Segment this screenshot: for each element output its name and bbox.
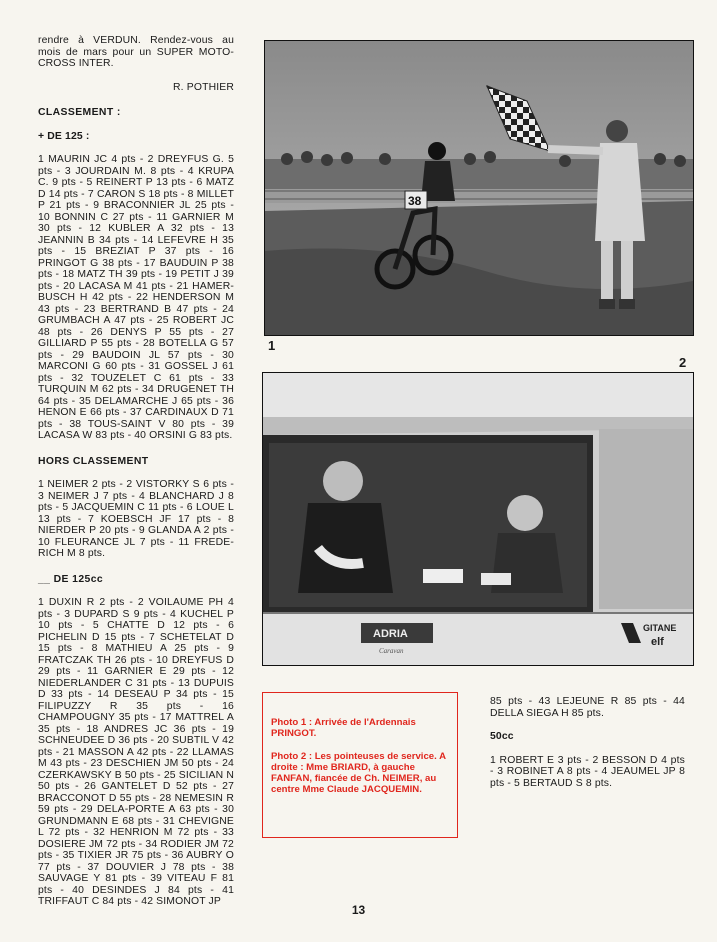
sign-elf: elf [651,636,664,648]
de-125cc-label: __ DE 125cc [38,573,104,585]
classement-heading: CLASSEMENT : [38,107,121,118]
hors-classement-results: 1 NEIMER 2 pts - 2 VISTORKY S 6 pts - 3 NEIMER J 7 pts - 4 BLANCHARD J 8 pts - 5 JACQUEMIN C 11 pts - 6 LOUE L 13 pts - 7 KOEBSCH JF 17 pts - 8 NIERDER P 20 pts - 9 GLANDA A 2 pts - 10 FLEURANCE JL 7 pts - 11 FREDE-RICH M 8 pts. [38,479,234,559]
cc50-results: 1 ROBERT E 3 pts - 2 BESSON D 4 pts - 3 ROBINET A 8 pts - 4 JEAUMEL JP 8 pts - 5 BERTAUD S 8 pts. [490,754,685,789]
plus-125-results: 1 MAURIN JC 4 pts - 2 DREYFUS G. 5 pts - 3 JOURDAIN M. 8 pts - 4 KRUPA C. 9 pts - 5 REINERT P 13 pts - 6 MATZ D 14 pts - 7 CARON S 18 pts - 8 MILLET P 21 pts - 9 BRACONNIER JL 25 pts - 10 BONNIN C 27 pts - 11 GARNIER M 30 pts - 12 KUBLER A 32 pts - 13 JEANNIN B 34 pts - 14 LEFEVRE H 35 pts - 15 BREZIAT P 37 pts - 16 PRINGOT G 38 pts - 17 BAUDUIN P 38 pts - 18 MATZ TH 39 pts - 19 PETIT J 39 pts - 20 LACASA M 41 pts - 21 HAMER-BUSCH H 42 pts - 22 HENDERSON M 43 pts - 23 BERTRAND B 47 pts - 24 GRUMBACH A 47 pts - 25 ROBERT JC 48 pts - 26 DENYS P 55 pts - 27 GILLIARD P 55 pts - 28 BOTELLA G 57 pts - 29 BAUDOIN JL 57 pts - 30 MARCONI G 60 pts - 31 GOSSEL J 61 pts - 32 TOUZELET C 61 pts - 33 TURQUIN M 62 pts - 34 DRUGENET TH 64 pts - 35 DELAMARCHE J 65 pts - 36 HENON E 66 pts - 37 CARDINAUX D 71 pts - 38 TOUS-SAINT V 80 pts - 39 LACASA W 83 pts - 40 ORSINI G 83 pts. [38,154,234,441]
photo-2 [262,372,694,666]
left-column [38,35,234,912]
caption-box [262,692,458,838]
plus-125-label: + DE 125 : [38,130,90,142]
photo-1 [264,40,694,336]
article-intro: rendre à VERDUN. Rendez-vous au mois de mars pour un SUPER MOTO-CROSS INTER. [38,35,234,69]
article-signature: R. POTHIER [173,81,234,93]
hors-classement-heading: HORS CLASSEMENT [38,455,149,467]
de-125cc-continuation: 85 pts - 43 LEJEUNE R 85 pts - 44 DELLA SIEGA H 85 pts. [490,696,685,719]
bike-number: 38 [408,194,422,208]
right-column [490,696,685,793]
caption-photo-2: Photo 2 : Les pointeuses de service. A droite : Mme BRIARD, à gauche FANFAN, fiancée de Ch. NEIMER, au centre Mme Claude JACQUEMIN. [271,751,446,795]
caption-photo-1: Photo 1 : Arrivée de l'Ardennais PRINGOT. [271,717,416,739]
photo-2-number: 2 [679,355,687,370]
de-125cc-results: 1 DUXIN R 2 pts - 2 VOILAUME PH 4 pts - 3 DUPARD S 9 pts - 4 KUCHEL P 10 pts - 5 CHATTE D 12 pts - 6 PICHELIN D 15 pts - 7 SCHETELAT D 15 pts - 8 MATHIEU A 25 pts - 9 FRATCZAK TH 26 pts - 10 DREYFUS D 29 pts - 11 GARNIER E 29 pts - 12 NIEDERLANDER C 31 pts - 13 DUPUIS D 33 pts - 14 DESEAU P 34 pts - 15 FILIPUZZY R 35 pts - 16 CHAMPOUGNY 35 pts - 17 MATTREL A 35 pts - 18 ANDRES JC 36 pts - 19 SCHNEUDEE D 36 pts - 20 SUBTIL V 42 pts - 21 MASSON A 42 pts - 22 LLAMAS M 43 pts - 23 DESCHIEN JM 50 pts - 24 CZERKAWSKY B 50 pts - 25 SICILIAN N 50 pts - 26 GANTELET D 52 pts - 27 BRACCONOT D 55 pts - 28 NEMESIN R 59 pts - 29 DELA-PORTE A 63 pts - 30 GRUNDMANN E 68 pts - 31 CHEVIGNE L 72 pts - 32 HENRION M 72 pts - 33 DOSIERE JM 72 pts - 34 RODIER JM 72 pts - 35 TIXIER JR 75 pts - 36 AUBRY O 77 pts - 37 DOUVIER J 78 pts - 38 SAUVAGE Y 81 pts - 39 VITEAU F 81 pts - 40 DESINDES J 84 pts - 41 TRIFFAUT C 84 pts - 42 SIMONOT JP [38,597,235,907]
sign-adria-sub: Caravan [379,647,404,655]
photo-1-number: 1 [268,338,276,353]
page-number: 13 [351,903,366,917]
sign-adria: ADRIA [373,628,408,640]
sign-gitane: GITANE [643,623,677,633]
cc50-label: 50cc [490,731,514,742]
